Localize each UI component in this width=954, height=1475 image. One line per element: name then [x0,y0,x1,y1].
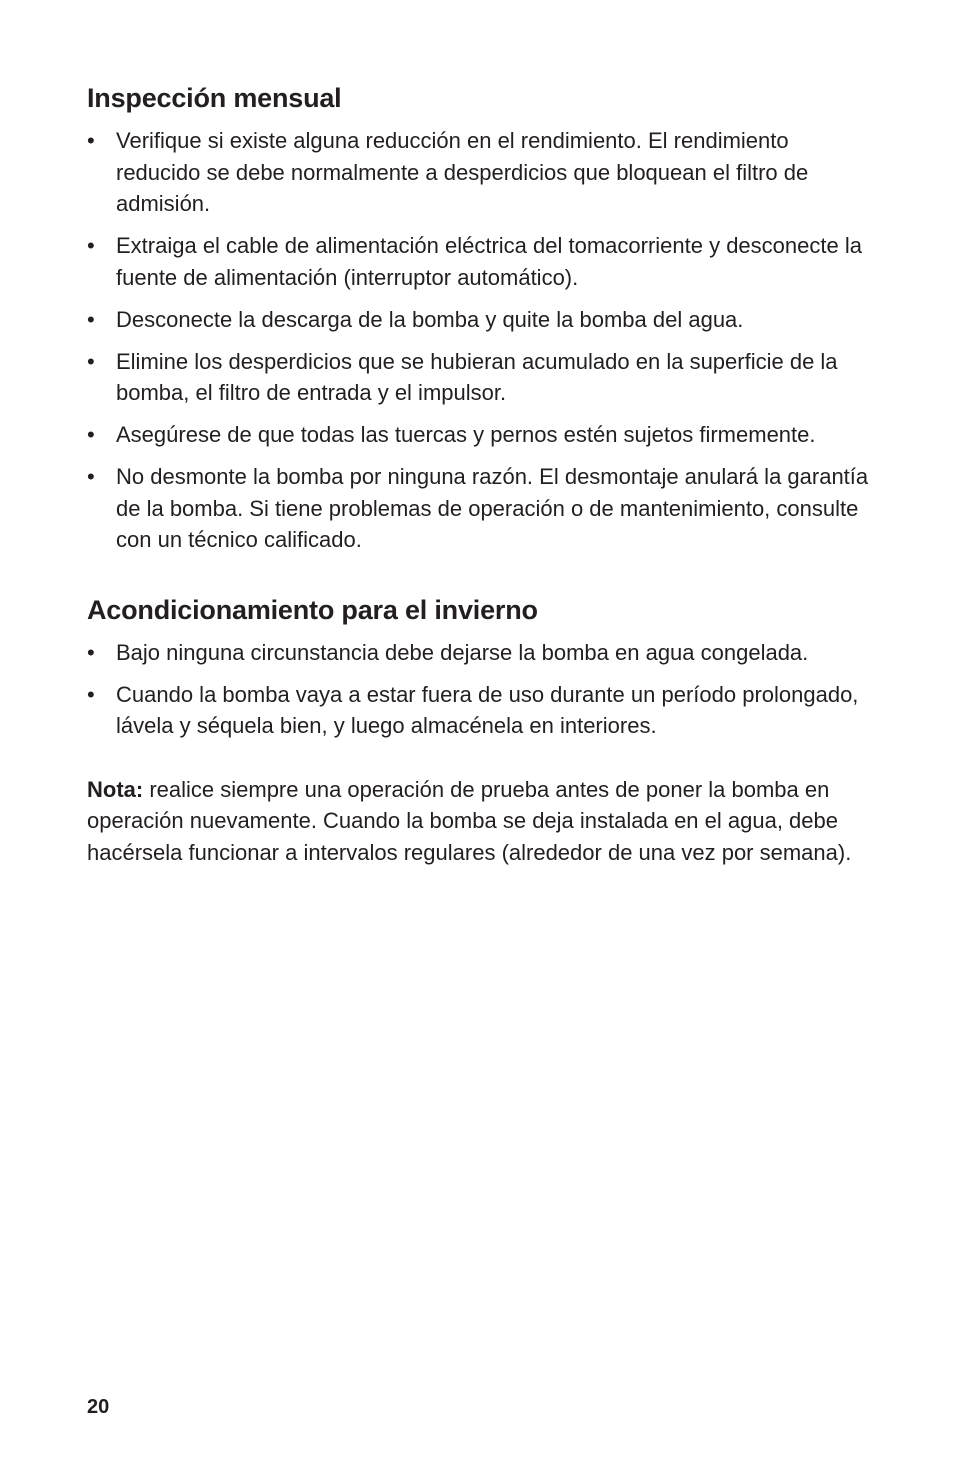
note-text: realice siempre una operación de prueba antes de poner la bomba en operación nuevamente. Cuando la bomba se deja instalada en el agua, debe hacérsela funcionar a intervalos regulares (alrededor de una vez por semana). [87,776,852,865]
bullet-icon: • [87,422,95,447]
page-content [87,80,877,868]
list-item-text: Desconecte la descarga de la bomba y quite la bomba del agua. [116,306,744,332]
note-label: Nota: [87,776,144,802]
list-item-text: Bajo ninguna circunstancia debe dejarse la bomba en agua congelada. [116,639,809,665]
section-winterizing [87,592,877,742]
bullet-icon: • [87,639,95,665]
list-item [87,679,877,742]
bullet-icon: • [87,306,95,332]
list-item [87,637,877,669]
bullet-icon: • [87,464,95,489]
section-title: Inspección mensual [87,83,342,113]
list-item-text: Asegúrese de que todas las tuercas y pernos estén sujetos firmemente. [116,422,816,447]
list-item-text: No desmonte la bomba por ninguna razón. El desmontaje anulará la garantía de la bomba. Si tiene problemas de operación o de mantenimiento, consulte con un técnico calificado. [116,464,869,552]
list-item [87,461,877,556]
list-item-text: Elimine los desperdicios que se hubieran acumulado en la superficie de la bomba, el filtro de entrada y el impulsor. [116,348,838,405]
page-number: 20 [87,1396,110,1418]
list-item [87,125,877,220]
bullet-list [87,637,877,742]
list-item [87,230,877,293]
section-title: Acondicionamiento para el invierno [87,594,538,625]
bullet-icon: • [87,348,95,374]
list-item [87,346,877,409]
list-item [87,419,877,451]
section-monthly-inspection [87,80,877,556]
bullet-list [87,125,877,556]
list-item-text: Verifique si existe alguna reducción en el rendimiento. El rendimiento reducido se debe normalmente a desperdicios que bloquean el filtro de admisión. [116,128,809,216]
bullet-icon: • [87,681,95,707]
list-item [87,304,877,336]
list-item-text: Cuando la bomba vaya a estar fuera de uso durante un período prolongado, lávela y séquela bien, y luego almacénela en interiores. [116,681,859,738]
list-item-text: Extraiga el cable de alimentación eléctrica del tomacorriente y desconecte la fuente de alimentación (interruptor automático). [116,233,862,290]
bullet-icon: • [87,233,95,258]
note-paragraph [87,774,877,869]
bullet-icon: • [87,128,95,153]
